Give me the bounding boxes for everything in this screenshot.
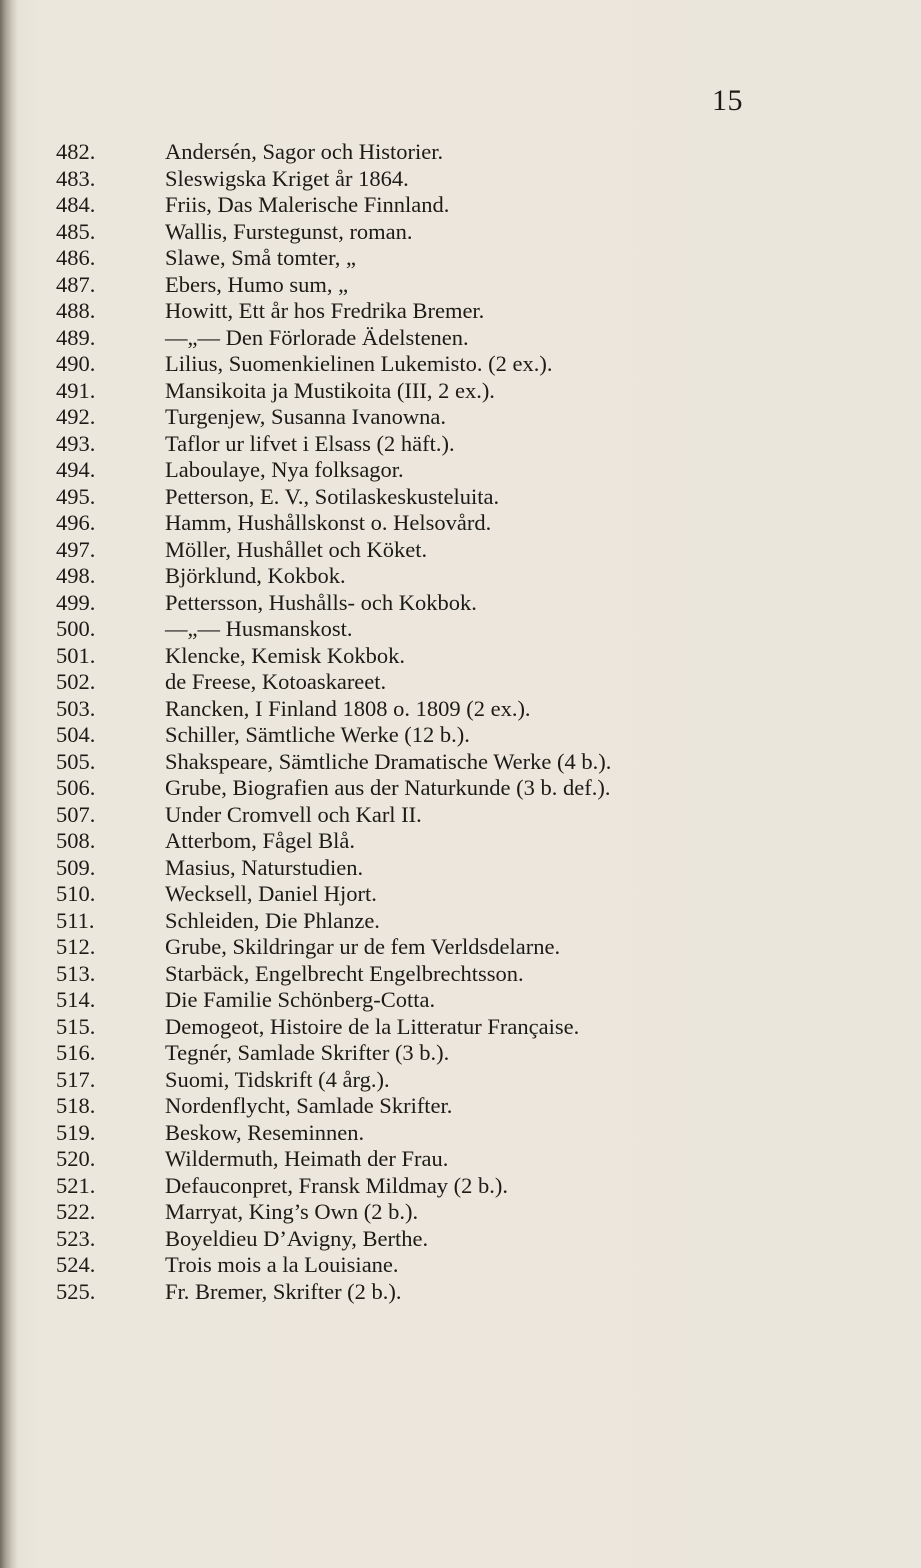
entry-number: 516. bbox=[56, 1040, 96, 1065]
catalog-entry bbox=[0, 139, 921, 166]
entry-title: Turgenjew, Susanna Ivanowna. bbox=[165, 404, 447, 429]
entry-number: 486. bbox=[56, 245, 96, 270]
entry-number: 503. bbox=[56, 695, 96, 721]
entry-title: Slawe, Små tomter, „ bbox=[165, 245, 356, 270]
entry-title: Wallis, Furstegunst, roman. bbox=[165, 218, 413, 244]
catalog-entry bbox=[0, 855, 921, 882]
entry-number: 513. bbox=[56, 960, 96, 986]
entry-number: 489. bbox=[56, 324, 96, 350]
entry-number: 506. bbox=[56, 775, 96, 800]
catalog-entry bbox=[0, 192, 921, 219]
entry-number: 493. bbox=[56, 430, 96, 456]
entry-number: 505. bbox=[56, 748, 96, 774]
catalog-entry bbox=[0, 219, 921, 246]
entry-number: 512. bbox=[56, 934, 96, 959]
catalog-entry bbox=[0, 1120, 921, 1147]
catalog-entry bbox=[0, 722, 921, 749]
catalog-entry bbox=[0, 775, 921, 802]
entry-title: Nordenflycht, Samlade Skrifter. bbox=[165, 1093, 453, 1118]
entry-title: Tegnér, Samlade Skrifter (3 b.). bbox=[165, 1040, 450, 1065]
entry-title: Defauconpret, Fransk Mildmay (2 b.). bbox=[165, 1172, 509, 1198]
catalog-entry bbox=[0, 351, 921, 378]
catalog-entry bbox=[0, 1014, 921, 1041]
entry-title: Björklund, Kokbok. bbox=[165, 563, 346, 588]
entry-title: Schiller, Sämtliche Werke (12 b.). bbox=[165, 722, 470, 747]
entry-number: 520. bbox=[56, 1146, 96, 1171]
catalog-entry bbox=[0, 987, 921, 1014]
entry-number: 507. bbox=[56, 801, 96, 827]
entry-number: 504. bbox=[56, 722, 96, 747]
entry-title: Wildermuth, Heimath der Frau. bbox=[165, 1146, 449, 1171]
entry-title: Klencke, Kemisk Kokbok. bbox=[165, 642, 405, 668]
catalog-entry bbox=[0, 802, 921, 829]
catalog-entry bbox=[0, 510, 921, 537]
catalog-entry bbox=[0, 325, 921, 352]
entry-title: Andersén, Sagor och Historier. bbox=[165, 139, 444, 164]
entry-title: Laboulaye, Nya folksagor. bbox=[165, 457, 404, 482]
entry-title: Petterson, E. V., Sotilaskeskusteluita. bbox=[165, 483, 500, 509]
entry-number: 522. bbox=[56, 1199, 96, 1224]
catalog-entry bbox=[0, 1279, 921, 1306]
entry-title: Atterbom, Fågel Blå. bbox=[165, 828, 355, 853]
entry-title: Trois mois a la Louisiane. bbox=[165, 1252, 399, 1277]
entry-title: Mansikoita ja Mustikoita (III, 2 ex.). bbox=[165, 377, 495, 403]
entry-title: Fr. Bremer, Skrifter (2 b.). bbox=[165, 1278, 402, 1304]
entry-number: 492. bbox=[56, 404, 96, 429]
entry-number: 482. bbox=[56, 139, 96, 164]
catalog-entry bbox=[0, 828, 921, 855]
entry-number: 517. bbox=[56, 1066, 96, 1092]
entry-title: Lilius, Suomenkielinen Lukemisto. (2 ex.). bbox=[165, 351, 553, 376]
entry-title: Demogeot, Histoire de la Litteratur Française. bbox=[165, 1013, 580, 1039]
entry-title: Boyeldieu D’Avigny, Berthe. bbox=[165, 1225, 429, 1251]
entry-title: Möller, Hushållet och Köket. bbox=[165, 536, 428, 562]
catalog-entry bbox=[0, 431, 921, 458]
entry-number: 514. bbox=[56, 987, 96, 1012]
catalog-entry bbox=[0, 616, 921, 643]
entry-title: Die Familie Schönberg-Cotta. bbox=[165, 987, 436, 1012]
catalog-entry bbox=[0, 1093, 921, 1120]
catalog-entry bbox=[0, 245, 921, 272]
entry-number: 500. bbox=[56, 616, 96, 641]
entry-number: 483. bbox=[56, 165, 96, 191]
entry-title: —„— Den Förlorade Ädelstenen. bbox=[165, 324, 469, 350]
entry-number: 515. bbox=[56, 1013, 96, 1039]
entry-title: Sleswigska Kriget år 1864. bbox=[165, 165, 409, 191]
catalog-entry bbox=[0, 1252, 921, 1279]
catalog-entry bbox=[0, 590, 921, 617]
entry-number: 508. bbox=[56, 828, 96, 853]
catalog-entry bbox=[0, 881, 921, 908]
page-number: 15 bbox=[712, 84, 743, 117]
entry-title: Friis, Das Malerische Finnland. bbox=[165, 192, 450, 217]
catalog-entry bbox=[0, 272, 921, 299]
catalog-entry bbox=[0, 166, 921, 193]
catalog-entry bbox=[0, 1173, 921, 1200]
catalog-entry bbox=[0, 961, 921, 988]
entry-number: 510. bbox=[56, 881, 96, 906]
entry-title: Howitt, Ett år hos Fredrika Bremer. bbox=[165, 298, 485, 323]
entry-number: 498. bbox=[56, 563, 96, 588]
entry-number: 519. bbox=[56, 1119, 96, 1145]
entry-title: de Freese, Kotoaskareet. bbox=[165, 669, 387, 694]
catalog-entry bbox=[0, 1199, 921, 1226]
catalog-entry bbox=[0, 643, 921, 670]
entry-title: Suomi, Tidskrift (4 årg.). bbox=[165, 1066, 390, 1092]
entry-title: Hamm, Hushållskonst o. Helsovård. bbox=[165, 510, 492, 535]
catalog-entry bbox=[0, 669, 921, 696]
entry-title: Masius, Naturstudien. bbox=[165, 854, 364, 880]
entry-number: 497. bbox=[56, 536, 96, 562]
catalog-entry bbox=[0, 484, 921, 511]
entry-number: 494. bbox=[56, 457, 96, 482]
entry-number: 521. bbox=[56, 1172, 96, 1198]
entry-title: Starbäck, Engelbrecht Engelbrechtsson. bbox=[165, 960, 524, 986]
entry-title: —„— Husmanskost. bbox=[165, 616, 353, 641]
catalog-entry bbox=[0, 537, 921, 564]
entry-number: 495. bbox=[56, 483, 96, 509]
entry-number: 511. bbox=[56, 907, 95, 933]
entry-number: 501. bbox=[56, 642, 96, 668]
catalog-entry bbox=[0, 1146, 921, 1173]
catalog-entry bbox=[0, 908, 921, 935]
entry-title: Rancken, I Finland 1808 o. 1809 (2 ex.). bbox=[165, 695, 531, 721]
entry-number: 490. bbox=[56, 351, 96, 376]
entry-title: Ebers, Humo sum, „ bbox=[165, 271, 349, 297]
entry-title: Marryat, King’s Own (2 b.). bbox=[165, 1199, 419, 1224]
entry-title: Schleiden, Die Phlanze. bbox=[165, 907, 380, 933]
entry-title: Pettersson, Hushålls- och Kokbok. bbox=[165, 589, 477, 615]
entry-title: Under Cromvell och Karl II. bbox=[165, 801, 422, 827]
catalog-entry bbox=[0, 1226, 921, 1253]
catalog-entry bbox=[0, 563, 921, 590]
entry-number: 496. bbox=[56, 510, 96, 535]
entry-number: 485. bbox=[56, 218, 96, 244]
catalog-entry bbox=[0, 696, 921, 723]
catalog-entry bbox=[0, 934, 921, 961]
entry-number: 484. bbox=[56, 192, 96, 217]
catalog-entry bbox=[0, 378, 921, 405]
entry-number: 509. bbox=[56, 854, 96, 880]
entry-number: 488. bbox=[56, 298, 96, 323]
catalog-entry bbox=[0, 749, 921, 776]
entry-number: 502. bbox=[56, 669, 96, 694]
entry-number: 523. bbox=[56, 1225, 96, 1251]
entry-title: Beskow, Reseminnen. bbox=[165, 1119, 365, 1145]
entry-title: Grube, Skildringar ur de fem Verldsdelarne. bbox=[165, 934, 561, 959]
catalog-entry bbox=[0, 404, 921, 431]
catalog-entry bbox=[0, 1040, 921, 1067]
catalog-entry bbox=[0, 298, 921, 325]
entry-title: Taflor ur lifvet i Elsass (2 häft.). bbox=[165, 430, 455, 456]
entry-number: 499. bbox=[56, 589, 96, 615]
entry-number: 524. bbox=[56, 1252, 96, 1277]
catalog-list bbox=[0, 139, 921, 1305]
entry-title: Wecksell, Daniel Hjort. bbox=[165, 881, 377, 906]
entry-number: 518. bbox=[56, 1093, 96, 1118]
entry-title: Shakspeare, Sämtliche Dramatische Werke (4 b.). bbox=[165, 748, 612, 774]
catalog-entry bbox=[0, 1067, 921, 1094]
entry-number: 487. bbox=[56, 271, 96, 297]
entry-number: 491. bbox=[56, 377, 96, 403]
entry-number: 525. bbox=[56, 1278, 96, 1304]
entry-title: Grube, Biografien aus der Naturkunde (3 b. def.). bbox=[165, 775, 611, 800]
catalog-entry bbox=[0, 457, 921, 484]
